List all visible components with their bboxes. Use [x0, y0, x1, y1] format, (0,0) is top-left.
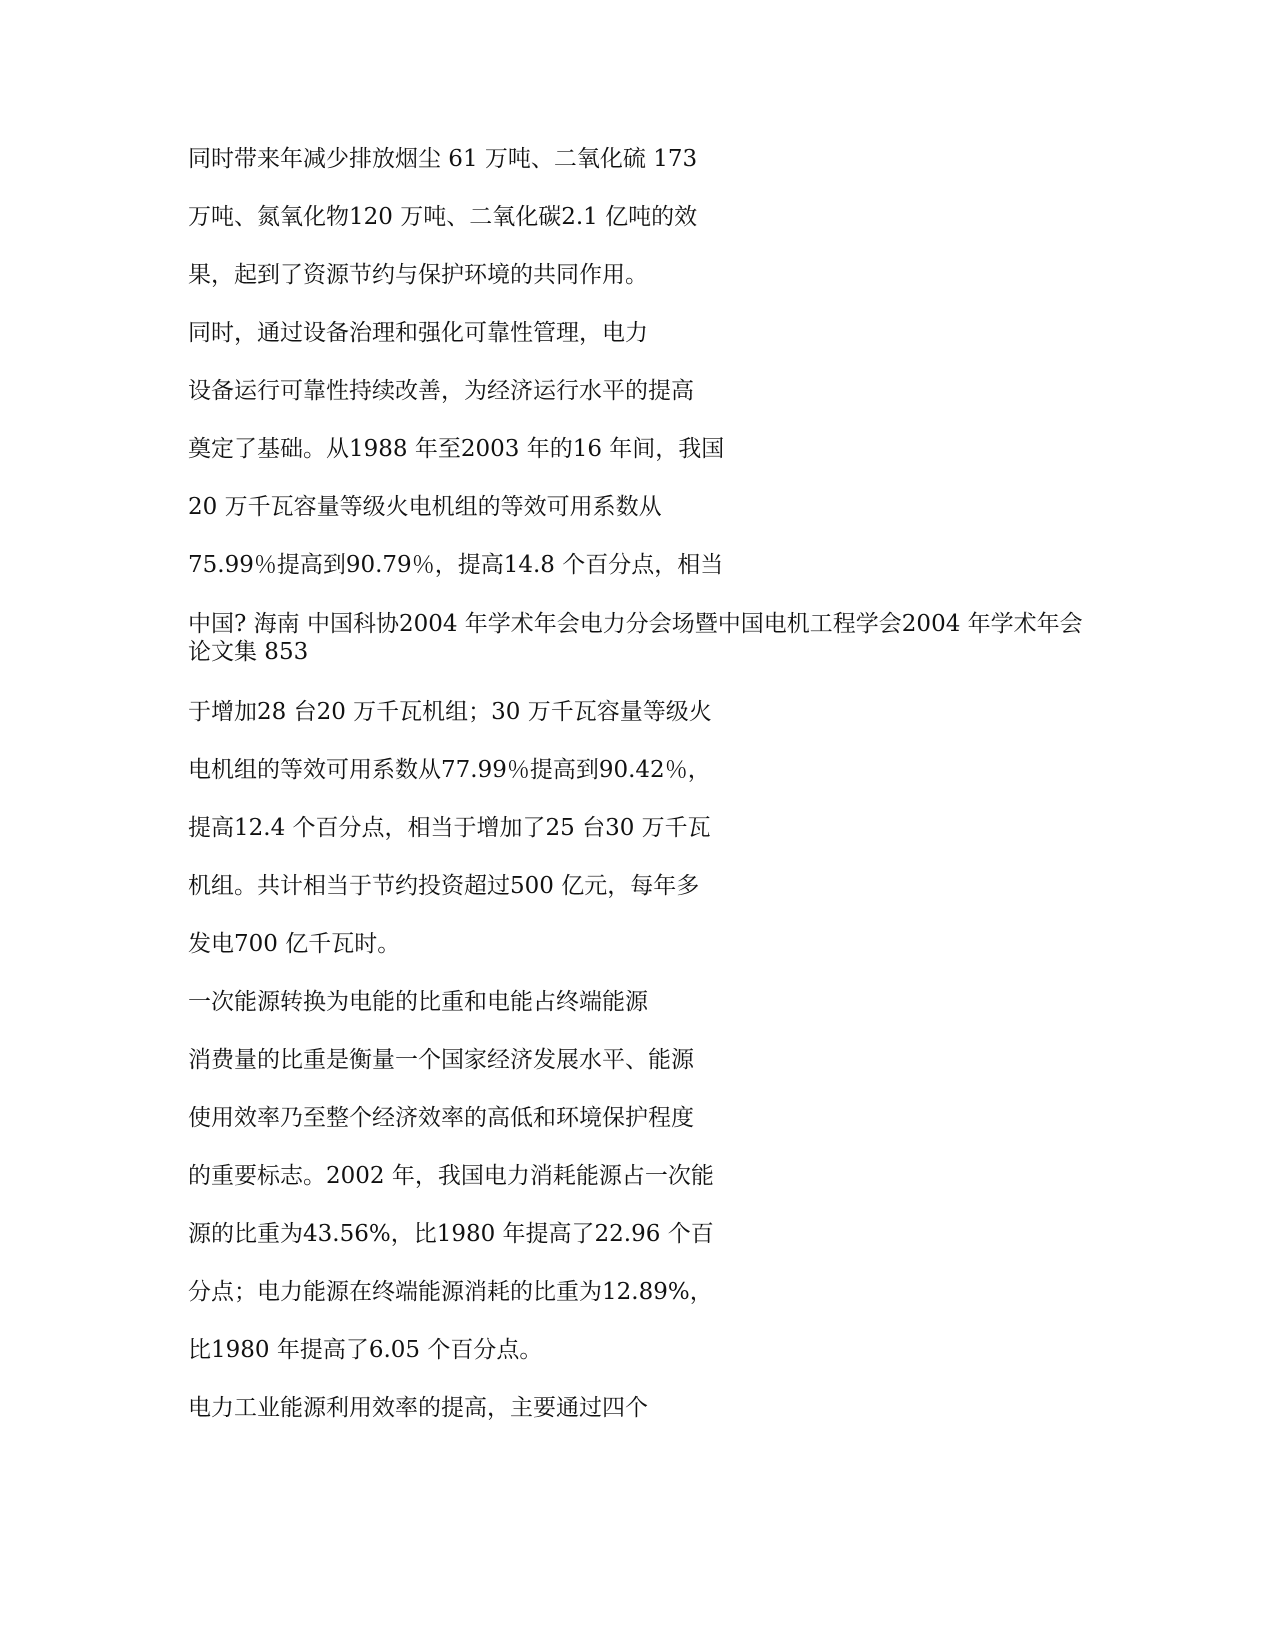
text-line-9: 于增加28 台20 万千瓦机组；30 万千瓦容量等级火 [188, 699, 712, 725]
text-line-20: 比1980 年提高了6.05 个百分点。 [188, 1337, 543, 1363]
text-line-6: 奠定了基础。从1988 年至2003 年的16 年间，我国 [188, 436, 725, 462]
text-line-17: 的重要标志。2002 年，我国电力消耗能源占一次能 [188, 1163, 714, 1189]
text-line-3: 果，起到了资源节约与保护环境的共同作用。 [188, 262, 648, 288]
text-line-8: 75.99％提高到90.79％，提高14.8 个百分点，相当 [188, 552, 724, 578]
text-line-14: 一次能源转换为电能的比重和电能占终端能源 [188, 989, 648, 1015]
text-line-16: 使用效率乃至整个经济效率的高低和环境保护程度 [188, 1105, 694, 1131]
text-line-21: 电力工业能源利用效率的提高，主要通过四个 [188, 1395, 648, 1421]
text-line-5: 设备运行可靠性持续改善，为经济运行水平的提高 [188, 378, 694, 404]
text-line-13: 发电700 亿千瓦时。 [188, 931, 401, 957]
text-line-7: 20 万千瓦容量等级火电机组的等效可用系数从 [188, 494, 662, 520]
text-line-4: 同时，通过设备治理和强化可靠性管理，电力 [188, 320, 648, 346]
page-footer: 中国? 海南 中国科协2004 年学术年会电力分会场暨中国电机工程学会2004 年学术年会论文集 853 [188, 611, 1083, 665]
text-line-19: 分点；电力能源在终端能源消耗的比重为12.89%， [188, 1279, 713, 1305]
text-line-2: 万吨、氮氧化物120 万吨、二氧化碳2.1 亿吨的效 [188, 204, 698, 230]
text-line-15: 消费量的比重是衡量一个国家经济发展水平、能源 [188, 1047, 694, 1073]
text-line-12: 机组。共计相当于节约投资超过500 亿元，每年多 [188, 873, 700, 899]
text-line-11: 提高12.4 个百分点，相当于增加了25 台30 万千瓦 [188, 815, 711, 841]
text-line-18: 源的比重为43.56%，比1980 年提高了22.96 个百 [188, 1221, 714, 1247]
text-line-10: 电机组的等效可用系数从77.99％提高到90.42％， [188, 757, 711, 783]
text-line-1: 同时带来年减少排放烟尘 61 万吨、二氧化硫 173 [188, 146, 698, 172]
